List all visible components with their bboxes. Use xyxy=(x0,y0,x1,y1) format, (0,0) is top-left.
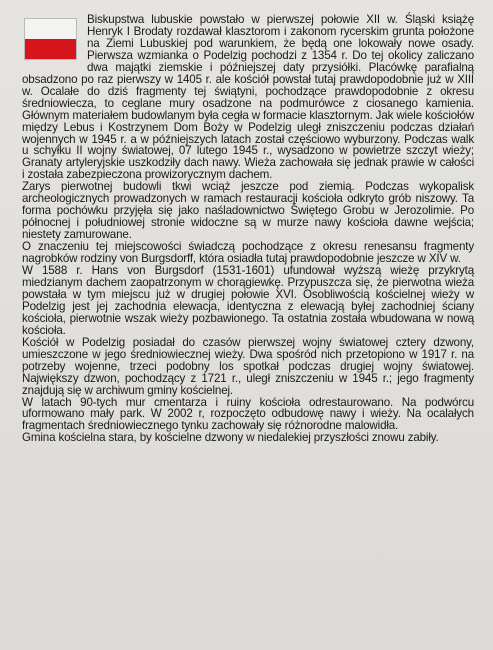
paragraph-closing: Gmina kościelna stara, by kościelne dzwony w niedalekiej przyszłości znowu zabiły. xyxy=(22,431,439,445)
paragraph-tower: W 1588 r. Hans von Burgsdorf (1531-1601) ufundował wyższą wieżę przykrytą miedzianym dachem zaopatrzonym w chorągiewkę. Przypuszcza się, że pierwotna wieża powstała w tym miejscu już w drugiej połowie XVI. Osobliwością kościelnej wieży w Podelzig jest jej zachodnia elewacja, identyczna z elewacją byłej zachodniej ściany kościoła, pierwotnie wszak wieży pozbawionego. Ta ostatnia została wbudowana w nową kościoła. xyxy=(22,264,474,337)
paragraph-restoration: W latach 90-tych mur cmentarza i ruiny kościoła odrestaurowano. Na podwórcu uformowano mały park. W 2002 r, rozpoczęto odbudowę nawy i wieży. Na ocalałych fragmentach średniowiecznego tynku zachowały się różnorodne malowidła. xyxy=(22,395,474,433)
paragraph-excavations: Zarys pierwotnej budowli tkwi wciąż jeszcze pod ziemią. Podczas wykopalisk archeologicznych prowadzonych w ramach restauracji kościoła odkryto grób niszowy. Ta forma pochówku przyjęła się jako naśladownictwo Świętego Grobu w Jerozolimie. Po północnej i południowej stronie widoczne są w murze nawy kościoła dawne wejścia; niestety zamurowane. xyxy=(22,180,474,242)
flag-spacer xyxy=(22,14,87,62)
paragraph-origins: Biskupstwa lubuskie powstało w pierwszej połowie XII w. Śląski książę Henryk I Brodaty rozdawał klasztorom i zakonom rycerskim grunta położone na Ziemi Lubuskiej pod warunkiem, że będą one lokowały nowe osady. Pierwsza wzmianka o Podelzig pochodzi z 1354 r. Do tej okolicy zaliczano dwa majątki ziemskie i późniejszej daty przysiółki. Placówkę parafialną obsadzono po raz pierwszy w 1405 r. ale kościół powstał tutaj prawdopodobnie już w XIII w. Ocalałe do dziś fragmenty tej świątyni, pochodzące prawdopodobnie z okresu średniowiecza, to ceglane mury osadzone na podmurówce z ciosanego kamienia. Głównym materiałem budowlanym była cegła w formacie klasztornym. Jak wiele kościołów między Lebus i Kostrzynem Dom Boży w Podelzig uległ zniszczeniu podczas działań wojennych w 1945 r. a w późniejszych latach został częściowo wyburzony. Podczas walk u schyłku II wojny światowej, 07 lutego 1945 r., wysadzono w powietrze szczyt wieży; Granaty artyleryjskie uszkodziły dach nawy. Wieża zachowała się jednak prawie w całości i została zabezpieczona prowizorycznym dachem. xyxy=(22,13,474,182)
paragraph-burgsdorff-family: O znaczeniu tej miejscowości świadczą pochodzące z okresu renesansu fragmenty nagrobków rodziny von Burgsdorff, która osiadła tutaj prawdopodobnie jeszcze w XIV w. xyxy=(22,240,474,266)
paragraph-bells: Kościół w Podelzig posiadał do czasów pierwszej wojny światowej cztery dzwony, umieszczone w jego średniowiecznej wieży. Dwa spośród nich przetopiono w 1917 r. na potrzeby wojenne, trzeci podobny los spotkał podczas drugiej wojny światowej. Największy dzwon, pochodzący z 1721 r., uległ zniszczeniu w 1945 r.; jego fragmenty znajdują się w archiwum gminy kościelnej. xyxy=(22,335,474,397)
history-text xyxy=(22,14,474,444)
